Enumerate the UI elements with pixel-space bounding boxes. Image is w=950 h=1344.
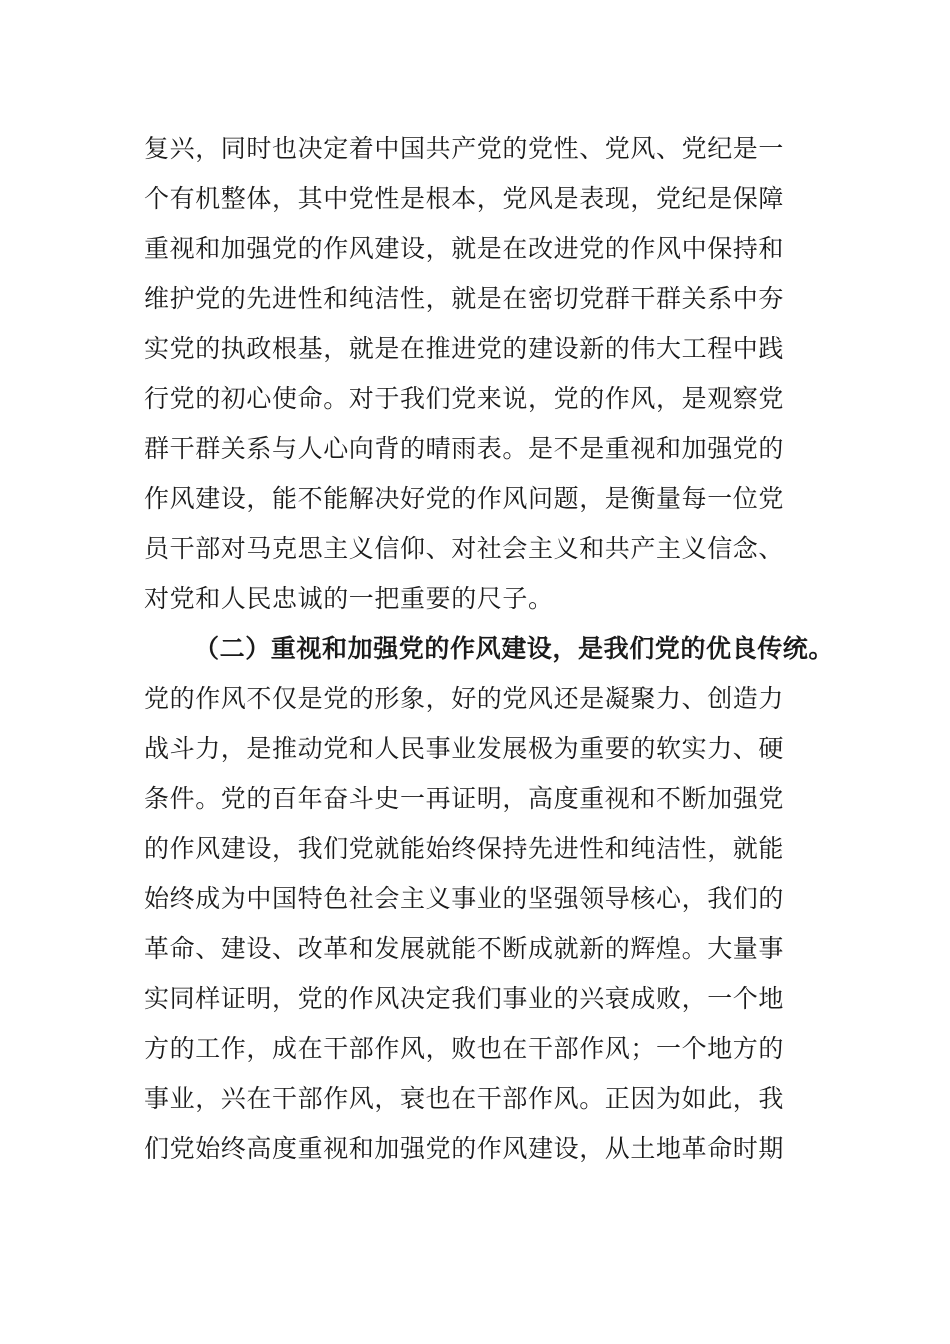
text-line: 始终成为中国特色社会主义事业的坚强领导核心，我们的 <box>144 884 785 913</box>
section-heading: （二）重视和加强党的作风建设，是我们党的优良传统。 <box>194 634 835 663</box>
text-line: 方的工作，成在干部作风，败也在干部作风；一个地方的 <box>144 1034 785 1063</box>
text-line: 复兴，同时也决定着中国共产党的党性、党风、党纪是一 <box>144 134 785 163</box>
text-line: 员干部对马克思主义信仰、对社会主义和共产主义信念、 <box>144 534 785 563</box>
text-line: 作风建设，能不能解决好党的作风问题，是衡量每一位党 <box>144 484 785 513</box>
text-line: 革命、建设、改革和发展就能不断成就新的辉煌。大量事 <box>144 934 785 963</box>
text-line: 们党始终高度重视和加强党的作风建设，从土地革命时期 <box>144 1134 785 1163</box>
text-line: 事业，兴在干部作风，衰也在干部作风。正因为如此，我 <box>144 1084 785 1113</box>
body-text <box>144 124 835 1174</box>
text-line: 实党的执政根基，就是在推进党的建设新的伟大工程中践 <box>144 334 785 363</box>
text-line: 党的作风不仅是党的形象，好的党风还是凝聚力、创造力 <box>144 684 785 713</box>
text-line: 群干群关系与人心向背的晴雨表。是不是重视和加强党的 <box>144 434 785 463</box>
text-line: 战斗力，是推动党和人民事业发展极为重要的软实力、硬 <box>144 734 785 763</box>
text-line: 维护党的先进性和纯洁性，就是在密切党群干群关系中夯 <box>144 284 785 313</box>
text-line: 个有机整体，其中党性是根本，党风是表现，党纪是保障 <box>144 184 785 213</box>
text-line: 实同样证明，党的作风决定我们事业的兴衰成败，一个地 <box>144 984 785 1013</box>
text-line: 重视和加强党的作风建设，就是在改进党的作风中保持和 <box>144 234 785 263</box>
text-line: 对党和人民忠诚的一把重要的尺子。 <box>144 584 554 613</box>
text-line: 的作风建设，我们党就能始终保持先进性和纯洁性，就能 <box>144 834 785 863</box>
text-line: 条件。党的百年奋斗史一再证明，高度重视和不断加强党 <box>144 784 785 813</box>
text-line: 行党的初心使命。对于我们党来说，党的作风，是观察党 <box>144 384 785 413</box>
